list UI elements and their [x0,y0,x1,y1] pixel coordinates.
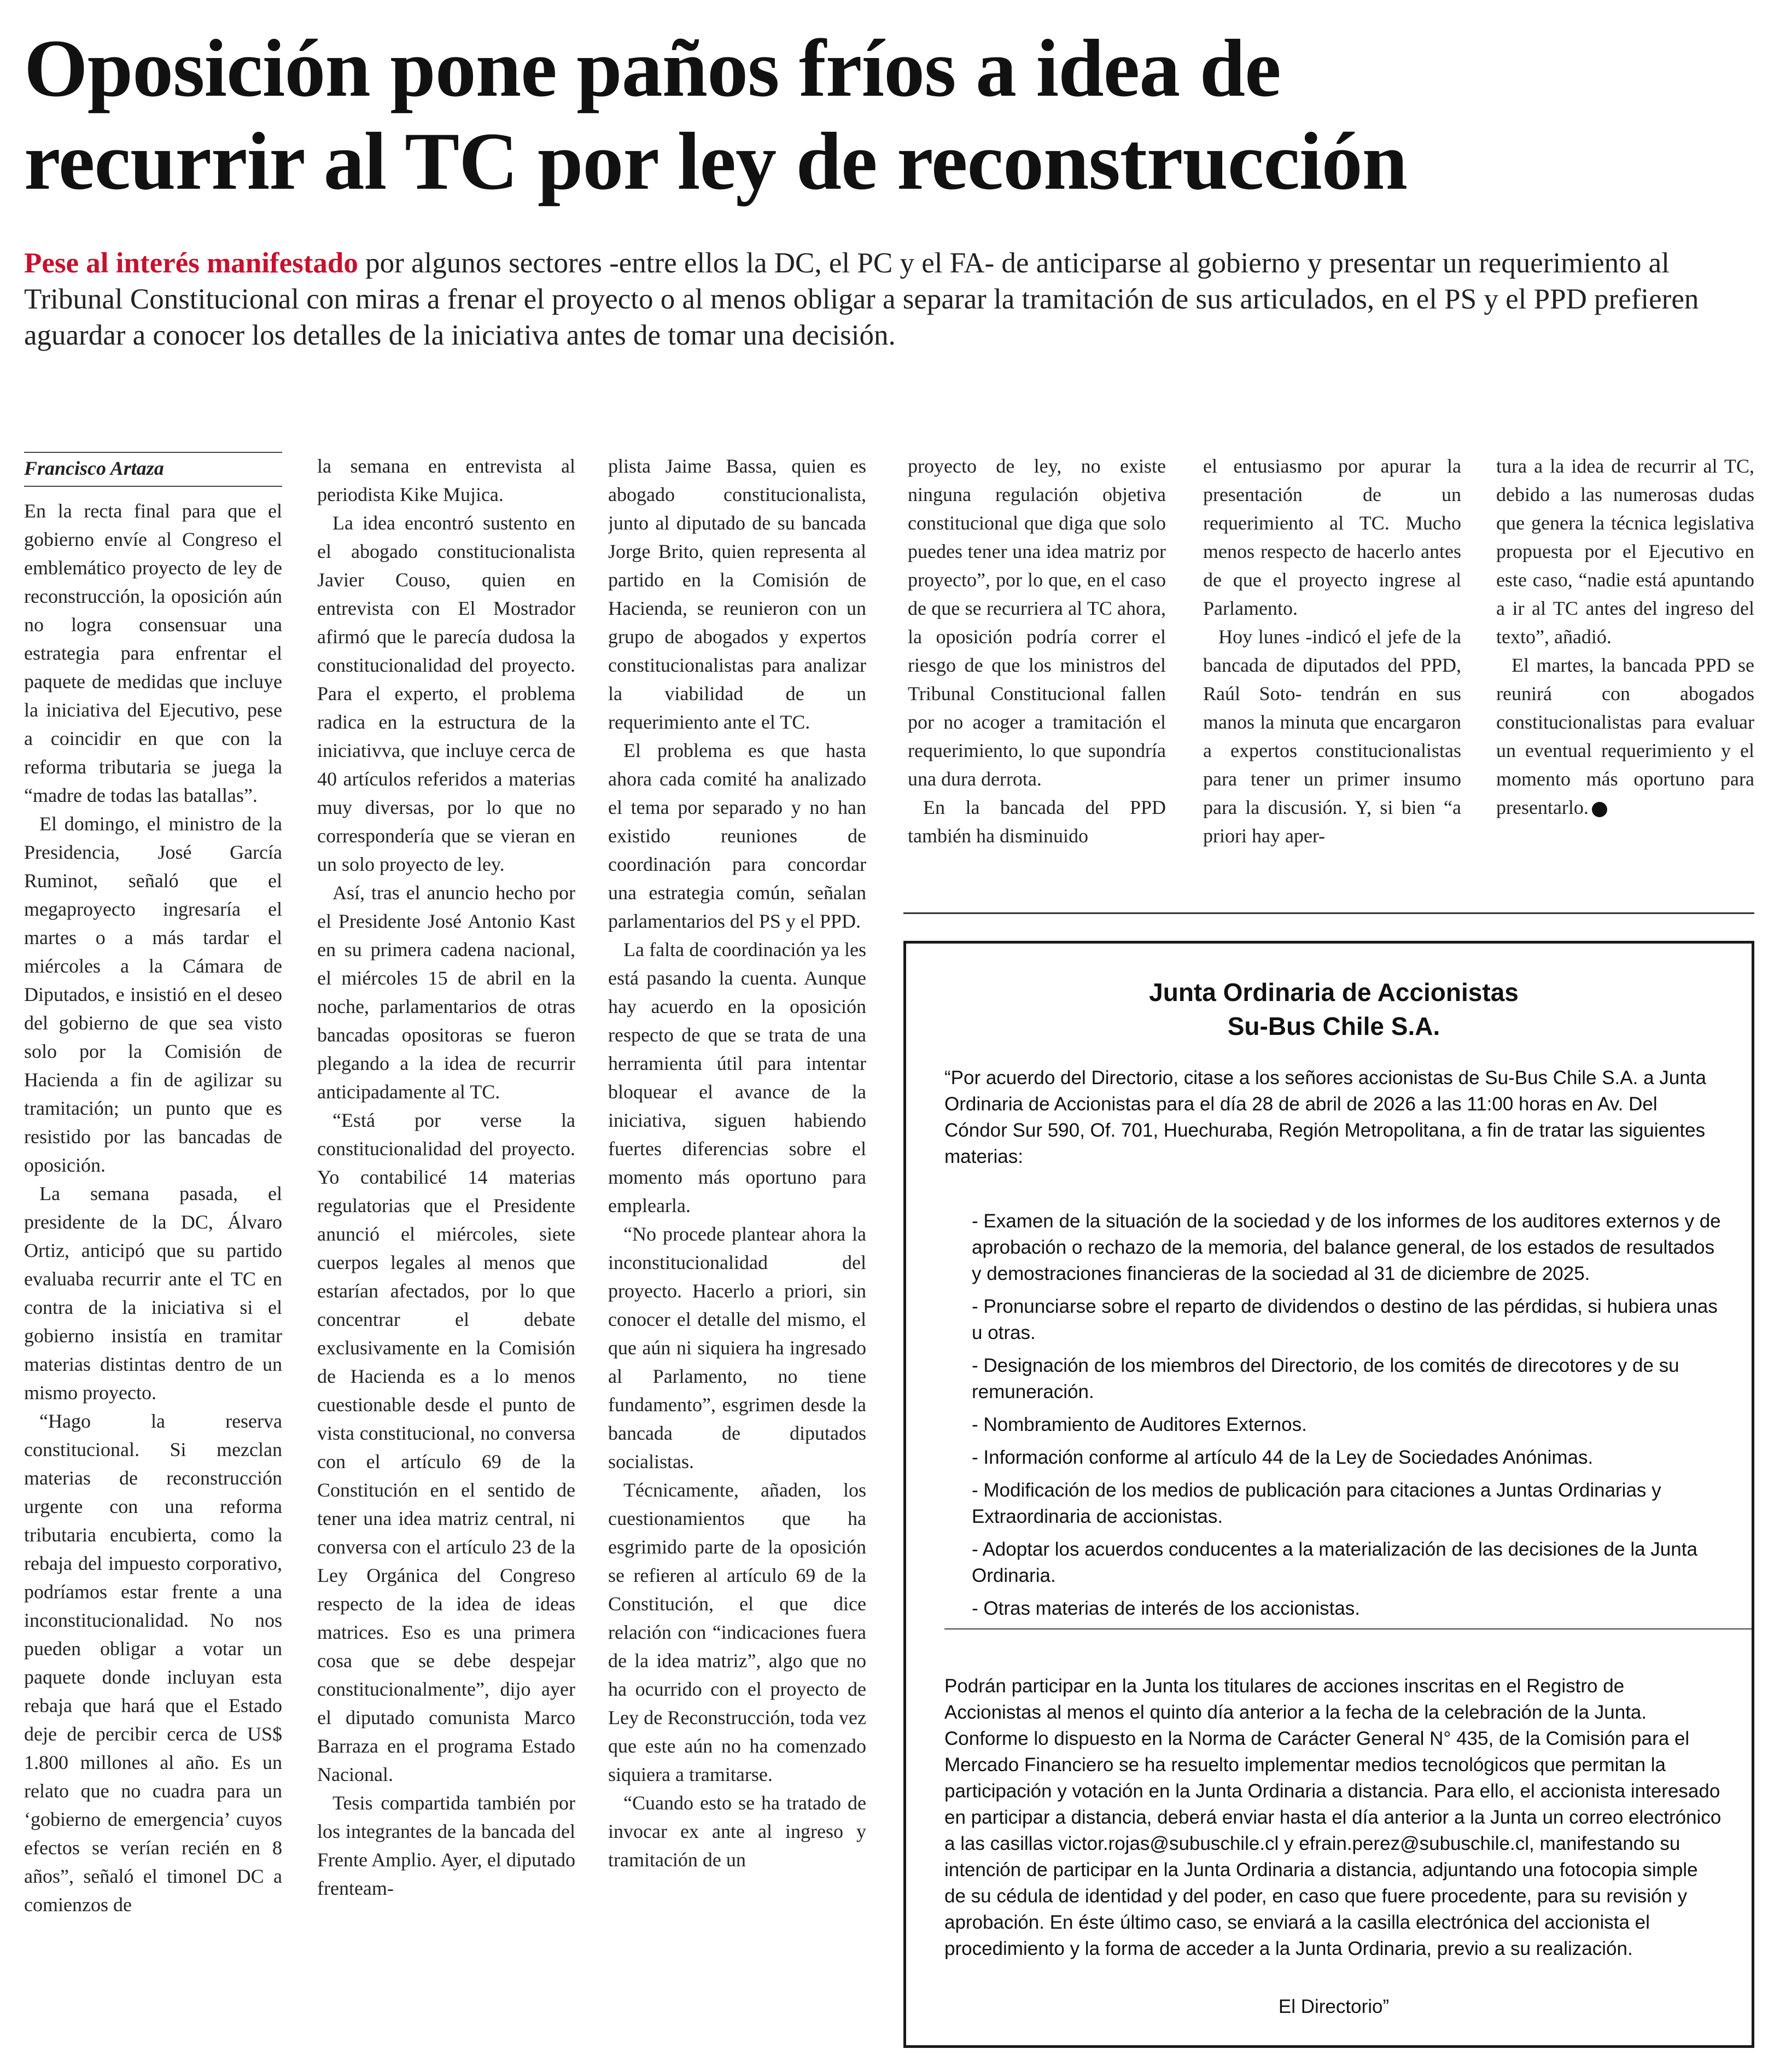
article-column-3 [608,452,866,2049]
article-column-6 [1496,452,1754,889]
paragraph: Hoy lunes -indicó el jefe de la bancada de diputados del PPD, Raúl Soto- tendrán en sus manos la minuta que encargaron a expertos constitucionalistas para tener un primer insumo para la discusión. Y, si bien “a priori hay aper- [1203,626,1461,847]
lede-text: por algunos sectores -entre ellos la DC, el PC y el FA- de anticiparse al gobierno y presentar un requerimiento al Tribunal Constitucional con miras a frenar el proyecto o al menos obligar a separar la tramitación de sus articulados, en el PS y el PPD prefieren aguardar a conocer los detalles de la iniciativa antes de tomar una decisión. [24,247,1699,351]
paragraph: Tesis compartida también por los integrantes de la bancada del Frente Amplio. Ayer, el diputado frenteam- [317,1792,575,1899]
article-column-4 [908,452,1166,889]
headline-line-1: Oposición pone paños fríos a idea de [24,23,1281,114]
paragraph: La falta de coordinación ya les está pasando la cuenta. Aunque hay acuerdo en la oposición respecto de que se trata de una herramienta útil para intentar bloquear el avance de la iniciativa, siguen habiendo fuertes diferencias sobre el momento más oportuno para emplearla. [608,939,866,1217]
paragraph [1496,651,1754,822]
agenda-item: - Modificación de los medios de publicación para citaciones a Juntas Ordinarias y Extraordinaria de accionistas. [972,1480,1661,1527]
paragraph: La idea encontró sustento en el abogado constitucionalista Javier Couso, quien en entrevista con El Mostrador afirmó que le parecía dudosa la constitucionalidad del proyecto. Para el experto, el problema radica en la estructura de la iniciativva, que incluye cerca de 40 artículos referidos a materias muy diversas, por lo que no correspondería que se vieran en un solo proyecto de ley. [317,512,575,875]
notice-participation: Podrán participar en la Junta los titulares de acciones inscritas en el Registro de Accionistas al menos el quinto día anterior a la fecha de la celebración de la Junta. Conforme lo dispuesto en la Norma de Carácter General N° 435, de la Comisión para el Mercado Financiero se ha resuelto implementar medios tecnológicos que permitan la participación y votación en la Junta Ordinaria a distancia. Para ello, el accionista interesado en participar a distancia, deberá enviar hasta el día anterior a la Junta un correo electrónico a las casillas victor.rojas@subuschile.cl y efrain.perez@subuschile.cl, manifestando su intención de participar en la Junta Ordinaria a distancia, adjuntando una fotocopia simple de su cédula de identidad y del poder, en caso que fuere procedente, para su revisión y aprobación. En éste último caso, se enviará a la casilla electrónica del accionista el procedimiento y la forma de acceder a la Junta Ordinaria, previo a su realización. [944,1675,1722,1959]
agenda-item: - Adoptar los acuerdos conducentes a la materialización de las decisiones de la Junta Ordinaria. [972,1539,1697,1586]
notice-divider [944,1628,1752,1629]
paragraph: El domingo, el ministro de la Presidencia, José García Ruminot, señaló que el megaproyecto ingresaría el martes o a más tardar el miércoles a la Cámara de Diputados, e insistió en el deseo del gobierno de que sea visto solo por la Comisión de Hacienda a fin de agilizar su tramitación; un punto que es resistido por las bancadas de oposición. [24,813,282,1176]
paragraph: Técnicamente, añaden, los cuestionamientos que ha esgrimido parte de la oposición se refieren al artículo 69 de la Constitución, el que dice relación con “indicaciones fuera de la idea matriz”, algo que no ha ocurrido con el proyecto de Ley de Reconstrucción, toda vez que este aún no ha comenzado siquiera a tramitarse. [608,1479,866,1785]
paragraph: proyecto de ley, no existe ninguna regulación objetiva constitucional que diga que solo puedes tener una idea matriz por proyecto”, por lo que, en el caso de que se recurriera al TC ahora, la oposición podría correr el riesgo de que los ministros del Tribunal Constitucional fallen por no acoger a tramitación el requerimiento, lo que supondría una dura derrota. [908,455,1166,790]
end-of-article-icon [1592,802,1607,817]
notice-title [944,975,1723,1043]
paragraph: la semana en entrevista al periodista Kike Mujica. [317,455,575,505]
article-column-2 [317,452,575,2049]
headline [24,22,1752,208]
paragraph: El problema es que hasta ahora cada comité ha analizado el tema por separado y no han existido reuniones de coordinación para concordar una estrategia común, señalan parlamentarios del PS y el PPD. [608,740,866,932]
lede-accent: Pese al interés manifestado [24,247,358,279]
article-column-1 [24,452,282,2049]
notice-title-line-1: Junta Ordinaria de Accionistas [1149,978,1519,1006]
notice-signature: El Directorio” [1278,1996,1390,2017]
paragraph: plista Jaime Bassa, quien es abogado constitucionalista, junto al diputado de su bancada Jorge Brito, quien representa al partido en la Comisión de Hacienda, se reunieron con un grupo de abogados y expertos constitucionalistas para analizar la viabilidad de un requerimiento ante el TC. [608,455,866,733]
agenda-item: - Pronunciarse sobre el reparto de dividendos o destino de las pérdidas, si hubiera unas u otras. [972,1296,1718,1343]
agenda-list [944,1208,1723,1622]
agenda-item: - Información conforme al artículo 44 de la Ley de Sociedades Anónimas. [972,1447,1594,1468]
article-column-5 [1203,452,1461,889]
section-divider [903,912,1754,914]
agenda-item: - Examen de la situación de la sociedad y de los informes de los auditores externos y de aprobación o rechazo de la memoria, del balance general, de los estados de resultados y demostraciones financieras de la sociedad al 31 de diciembre de 2025. [972,1210,1721,1284]
notice-intro: “Por acuerdo del Directorio, citase a los señores accionistas de Su-Bus Chile S.A. a Junta Ordinaria de Accionistas para el día 28 de abril de 2026 a las 11:00 horas en Av. Del Cóndor Sur 590, Of. 701, Huechuraba, Región Metropolitana, a fin de tratar las siguientes materias: [944,1067,1706,1167]
headline-line-2: recurrir al TC por ley de reconstrucción [24,116,1408,207]
paragraph: “Cuando esto se ha tratado de invocar ex ante al ingreso y tramitación de un [608,1792,866,1871]
byline: Francisco Artaza [24,452,282,487]
paragraph: tura a la idea de recurrir al TC, debido a las numerosas dudas que genera la técnica legislativa propuesta por el Ejecutivo en este caso, “nadie está apuntando a ir al TC antes del ingreso del texto”, añadió. [1496,455,1754,648]
paragraph: el entusiasmo por apurar la presentación de un requerimiento al TC. Mucho menos respecto de hacerlo antes de que el proyecto ingrese al Parlamento. [1203,455,1461,619]
paragraph: En la bancada del PPD también ha disminuido [908,796,1166,847]
paragraph-text: El martes, la bancada PPD se reunirá con abogados constitucionalistas para evaluar un eventual requerimiento y el momento más oportuno para presentarlo. [1496,654,1754,818]
paragraph: En la recta final para que el gobierno envíe al Congreso el emblemático proyecto de ley de reconstrucción, la oposición aún no logra consensuar una estrategia para enfrentar el paquete de medidas que incluye la iniciativa del Ejecutivo, pese a coincidir en que con la reforma tributaria se juega la “madre de todas las batallas”. [24,500,282,806]
paragraph: Así, tras el anuncio hecho por el Presidente José Antonio Kast en su primera cadena nacional, el miércoles 15 de abril en la noche, parlamentarios de otras bancadas opositoras se fueron plegando a la idea de recurrir anticipadamente al TC. [317,882,575,1103]
notice-title-line-2: Su-Bus Chile S.A. [1227,1012,1440,1040]
paragraph: La semana pasada, el presidente de la DC, Álvaro Ortiz, anticipó que su partido evaluaba recurrir ante el TC en contra de la iniciativa si el gobierno insistía en tramitar materias distintas dentro de un mismo proyecto. [24,1183,282,1404]
paragraph: “Hago la reserva constitucional. Si mezclan materias de reconstrucción urgente con una reforma tributaria encubierta, como la rebaja del impuesto corporativo, podríamos estar frente a una inconstitucionalidad. No nos pueden obligar a votar un paquete donde incluyan esta rebaja que hará que el Estado deje de percibir cerca de US$ 1.800 millones al año. Es un relato que no cuadra para un ‘gobierno de emergencia’ cuyos efectos se verían recién en 8 años”, señaló el timonel DC a comienzos de [24,1410,282,1916]
paragraph: “Está por verse la constitucionalidad del proyecto. Yo contabilicé 14 materias regulatorias que el Presidente anunció el miércoles, siete cuerpos legales al menos que estarían afectados, por lo que concentrar el debate exclusivamente en la Comisión de Hacienda es a lo menos cuestionable desde el punto de vista constitucional, no conversa con el artículo 69 de la Constitución en el sentido de tener una idea matriz central, ni conversa con el artículo 23 de la Ley Orgánica del Congreso respecto de la idea de ideas matrices. Eso es una primera cosa que se debe despejar constitucionalmente”, dijo ayer el diputado comunista Marco Barraza en el programa Estado Nacional. [317,1109,575,1785]
agenda-item: - Otras materias de interés de los accionistas. [972,1598,1361,1619]
paragraph: “No procede plantear ahora la inconstitucionalidad del proyecto. Hacerlo a priori, sin conocer el detalle del mismo, el que aún ni siquiera ha ingresado al Parlamento, no tiene fundamento”, esgrimen desde la bancada de diputados socialistas. [608,1223,866,1472]
agenda-item: - Nombramiento de Auditores Externos. [972,1414,1307,1435]
lede [24,245,1752,353]
shareholders-notice [903,941,1754,2048]
agenda-item: - Designación de los miembros del Directorio, de los comités de direcotores y de su remuneración. [972,1355,1679,1402]
